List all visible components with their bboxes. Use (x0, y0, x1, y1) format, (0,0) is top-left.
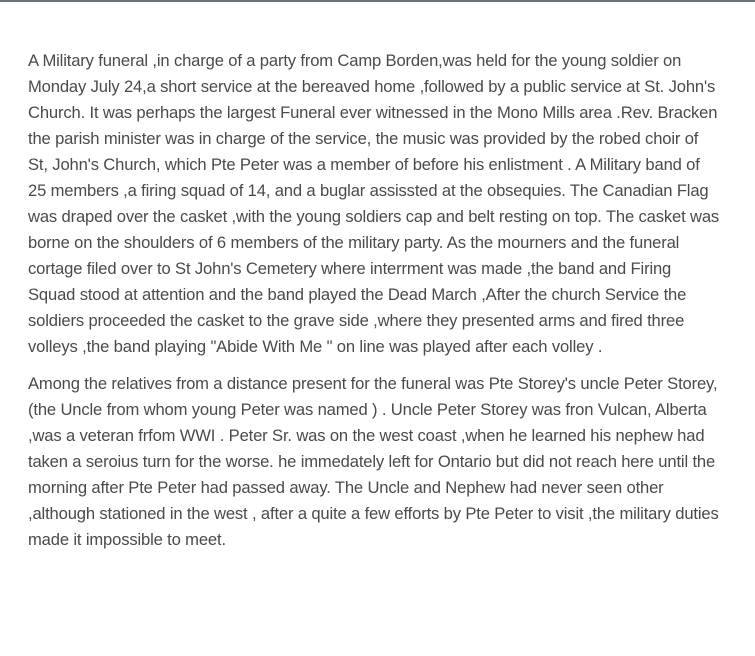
paragraph-funeral-service: A Military funeral ,in charge of a party from Camp Borden,was held for the young soldier on Monday July 24,a short service at the bereaved home ,followed by a public service at St. John's Church. It was perhaps the largest Funeral ever witnessed in the Mono Mills area .Rev. Bracken the parish minister was in charge of the service, the music was provided by the robed choir of St, John's Church, which Pte Peter was a member of before his enlistment . A Military band of 25 members ,a firing squad of 14, and a buglar assissted at the obsequies. The Canadian Flag was draped over the casket ,with the young soldiers cap and belt resting on top. The casket was borne on the shoulders of 6 members of the military party. As the mourners and the funeral cortage filed over to St John's Cemetery where interrment was made ,the band and Firing Squad stood at attention and the band played the Dead March ,After the church Service the soldiers proceeded the casket to the grave side ,where they presented arms and fired three volleys ,the band playing "Abide With Me " on line was played after each volley . (28, 51, 720, 356)
top-divider (0, 0, 755, 2)
article-body (28, 48, 720, 553)
paragraph-relatives: Among the relatives from a distance present for the funeral was Pte Storey's uncle Peter Storey, (the Uncle from whom young Peter was named ) . Uncle Peter Storey was fron Vulcan, Alberta ,was a veteran frfom WWI . Peter Sr. was on the west coast ,when he learned his nephew had taken a seroius turn for the worse. he immedately left for Ontario but did not reach here until the morning after Pte Peter had passed away. The Uncle and Nephew had never seen other ,although stationed in the west , after a quite a few efforts by Pte Peter to visit ,the military duties made it impossible to meet. (28, 374, 719, 549)
